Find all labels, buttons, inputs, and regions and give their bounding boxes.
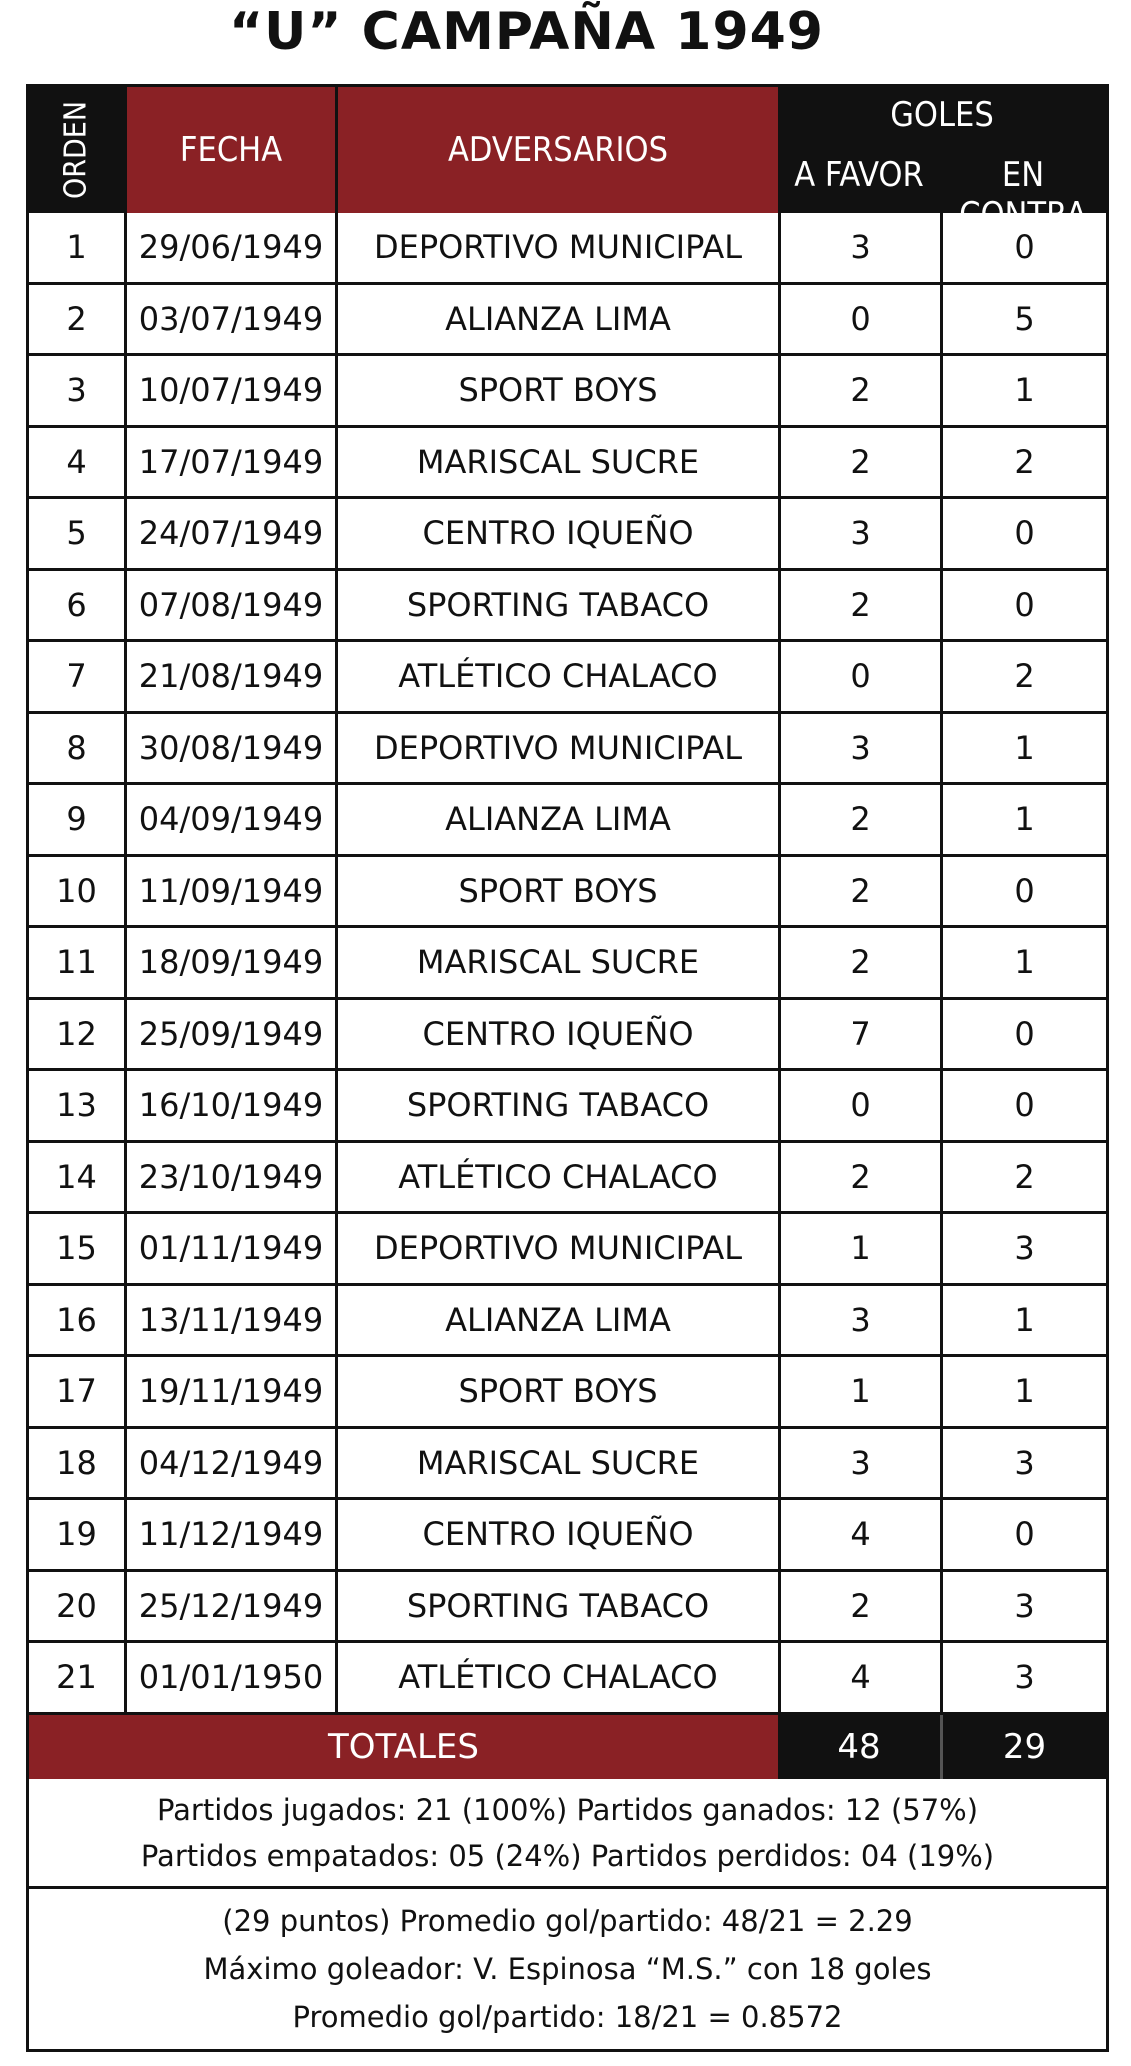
header-adversarios: ADVERSARIOS (335, 87, 778, 213)
cell-en-contra: 0 (940, 213, 1106, 282)
cell-en-contra: 0 (940, 499, 1106, 568)
header-fecha: FECHA (124, 87, 335, 213)
cell-orden: 9 (66, 800, 87, 839)
cell-a-favor: 0 (778, 642, 940, 711)
stats-box (29, 1889, 1106, 2049)
table-row (29, 1214, 1106, 1286)
cell-fecha: 25/09/1949 (124, 1000, 335, 1069)
cell-en-contra: 2 (940, 1143, 1106, 1212)
cell-orden: 1 (66, 228, 87, 267)
cell-en-contra: 0 (940, 1500, 1106, 1569)
totals-en-contra: 29 (940, 1715, 1106, 1779)
cell-en-contra: 1 (940, 356, 1106, 425)
cell-en-contra: 3 (940, 1643, 1106, 1712)
cell-fecha: 10/07/1949 (124, 356, 335, 425)
cell-fecha: 04/09/1949 (124, 785, 335, 854)
cell-a-favor: 2 (778, 928, 940, 997)
cell-en-contra: 0 (940, 571, 1106, 640)
cell-fecha: 01/01/1950 (124, 1643, 335, 1712)
cell-orden: 2 (66, 299, 87, 338)
cell-adversario: SPORTING TABACO (335, 1071, 778, 1140)
page-title: “U” CAMPAÑA 1949 (228, 2, 824, 62)
header-goles-label: GOLES (890, 95, 994, 135)
cell-orden: 13 (56, 1086, 97, 1125)
cell-a-favor: 2 (778, 785, 940, 854)
cell-adversario: DEPORTIVO MUNICIPAL (335, 1214, 778, 1283)
cell-adversario: SPORT BOYS (335, 356, 778, 425)
cell-adversario: MARISCAL SUCRE (335, 428, 778, 497)
table-row (29, 356, 1106, 428)
cell-fecha: 13/11/1949 (124, 1286, 335, 1355)
cell-en-contra: 2 (940, 428, 1106, 497)
table-row (29, 642, 1106, 714)
cell-en-contra: 0 (940, 1071, 1106, 1140)
cell-fecha: 30/08/1949 (124, 714, 335, 783)
stats-line-1: (29 puntos) Promedio gol/partido: 48/21 = 2.29 (222, 1904, 913, 1938)
table-row (29, 499, 1106, 571)
results-table (26, 84, 1109, 2052)
table-row (29, 1643, 1106, 1715)
cell-en-contra: 5 (940, 285, 1106, 354)
summary-line-1: Partidos jugados: 21 (100%) Partidos ganados: 12 (57%) (156, 1792, 979, 1827)
cell-orden: 17 (56, 1372, 97, 1411)
cell-a-favor: 3 (778, 714, 940, 783)
table-row (29, 213, 1106, 285)
cell-a-favor: 0 (778, 285, 940, 354)
cell-fecha: 23/10/1949 (124, 1143, 335, 1212)
cell-orden: 5 (66, 514, 87, 553)
cell-orden: 18 (56, 1443, 97, 1482)
stats-line-2: Máximo goleador: V. Espinosa “M.S.” con 18 goles (203, 1952, 932, 1986)
cell-en-contra: 1 (940, 1357, 1106, 1426)
header-a-favor: A FAVOR (794, 155, 924, 195)
table-body (29, 213, 1106, 1715)
cell-orden: 14 (56, 1157, 97, 1196)
cell-a-favor: 1 (778, 1214, 940, 1283)
cell-adversario: ATLÉTICO CHALACO (335, 1643, 778, 1712)
cell-a-favor: 3 (778, 499, 940, 568)
cell-fecha: 04/12/1949 (124, 1429, 335, 1498)
cell-adversario: CENTRO IQUEÑO (335, 499, 778, 568)
cell-orden: 4 (66, 442, 87, 481)
table-row (29, 571, 1106, 643)
cell-a-favor: 3 (778, 1429, 940, 1498)
cell-adversario: ATLÉTICO CHALACO (335, 1143, 778, 1212)
cell-adversario: ALIANZA LIMA (335, 785, 778, 854)
table-row (29, 857, 1106, 929)
cell-fecha: 17/07/1949 (124, 428, 335, 497)
cell-orden: 11 (56, 943, 97, 982)
table-row (29, 1500, 1106, 1572)
table-row (29, 1143, 1106, 1215)
header-orden-label: ORDEN (58, 100, 94, 200)
cell-fecha: 11/12/1949 (124, 1500, 335, 1569)
cell-en-contra: 1 (940, 785, 1106, 854)
cell-adversario: DEPORTIVO MUNICIPAL (335, 714, 778, 783)
cell-a-favor: 2 (778, 428, 940, 497)
cell-adversario: SPORTING TABACO (335, 571, 778, 640)
cell-orden: 8 (66, 728, 87, 767)
stats-line-3: Promedio gol/partido: 18/21 = 0.8572 (292, 2000, 843, 2034)
cell-orden: 15 (56, 1229, 97, 1268)
cell-a-favor: 4 (778, 1643, 940, 1712)
table-row (29, 285, 1106, 357)
cell-adversario: CENTRO IQUEÑO (335, 1000, 778, 1069)
cell-orden: 20 (56, 1586, 97, 1625)
table-row (29, 785, 1106, 857)
cell-en-contra: 0 (940, 1000, 1106, 1069)
summary-line-2: Partidos empatados: 05 (24%) Partidos perdidos: 04 (19%) (140, 1838, 995, 1873)
header-goles (778, 87, 1106, 235)
cell-a-favor: 2 (778, 1143, 940, 1212)
cell-adversario: ATLÉTICO CHALACO (335, 642, 778, 711)
cell-en-contra: 1 (940, 714, 1106, 783)
cell-adversario: SPORT BOYS (335, 857, 778, 926)
cell-en-contra: 3 (940, 1214, 1106, 1283)
cell-a-favor: 2 (778, 857, 940, 926)
cell-a-favor: 4 (778, 1500, 940, 1569)
cell-fecha: 01/11/1949 (124, 1214, 335, 1283)
table-row (29, 928, 1106, 1000)
table-row (29, 1286, 1106, 1358)
cell-en-contra: 1 (940, 1286, 1106, 1355)
cell-orden: 16 (56, 1300, 97, 1339)
cell-adversario: SPORTING TABACO (335, 1572, 778, 1641)
totals-a-favor: 48 (778, 1715, 940, 1779)
cell-orden: 12 (56, 1014, 97, 1053)
table-row (29, 1071, 1106, 1143)
cell-a-favor: 1 (778, 1357, 940, 1426)
cell-fecha: 24/07/1949 (124, 499, 335, 568)
cell-a-favor: 7 (778, 1000, 940, 1069)
cell-adversario: MARISCAL SUCRE (335, 928, 778, 997)
cell-en-contra: 3 (940, 1429, 1106, 1498)
cell-adversario: ALIANZA LIMA (335, 285, 778, 354)
summary-box (29, 1779, 1106, 1889)
cell-fecha: 03/07/1949 (124, 285, 335, 354)
cell-a-favor: 3 (778, 1286, 940, 1355)
cell-orden: 21 (56, 1658, 97, 1697)
cell-a-favor: 2 (778, 571, 940, 640)
cell-fecha: 29/06/1949 (124, 213, 335, 282)
cell-a-favor: 2 (778, 1572, 940, 1641)
header-en-contra: EN CONTRA (959, 155, 1087, 235)
totals-label: TOTALES (29, 1715, 778, 1779)
cell-fecha: 07/08/1949 (124, 571, 335, 640)
cell-orden: 10 (56, 871, 97, 910)
cell-orden: 7 (66, 657, 87, 696)
table-row (29, 1429, 1106, 1501)
cell-fecha: 18/09/1949 (124, 928, 335, 997)
cell-fecha: 19/11/1949 (124, 1357, 335, 1426)
cell-a-favor: 3 (778, 213, 940, 282)
table-row (29, 1000, 1106, 1072)
table-row (29, 1357, 1106, 1429)
cell-fecha: 16/10/1949 (124, 1071, 335, 1140)
cell-fecha: 25/12/1949 (124, 1572, 335, 1641)
totals-row (29, 1715, 1106, 1779)
cell-fecha: 21/08/1949 (124, 642, 335, 711)
cell-adversario: CENTRO IQUEÑO (335, 1500, 778, 1569)
cell-a-favor: 0 (778, 1071, 940, 1140)
cell-adversario: MARISCAL SUCRE (335, 1429, 778, 1498)
cell-a-favor: 2 (778, 356, 940, 425)
cell-en-contra: 3 (940, 1572, 1106, 1641)
cell-en-contra: 2 (940, 642, 1106, 711)
cell-orden: 6 (66, 585, 87, 624)
table-row (29, 1572, 1106, 1644)
cell-orden: 3 (66, 371, 87, 410)
cell-en-contra: 0 (940, 857, 1106, 926)
header-orden (29, 87, 124, 213)
cell-adversario: DEPORTIVO MUNICIPAL (335, 213, 778, 282)
cell-fecha: 11/09/1949 (124, 857, 335, 926)
table-row (29, 714, 1106, 786)
cell-en-contra: 1 (940, 928, 1106, 997)
table-row (29, 428, 1106, 500)
cell-adversario: ALIANZA LIMA (335, 1286, 778, 1355)
cell-adversario: SPORT BOYS (335, 1357, 778, 1426)
cell-orden: 19 (56, 1515, 97, 1554)
